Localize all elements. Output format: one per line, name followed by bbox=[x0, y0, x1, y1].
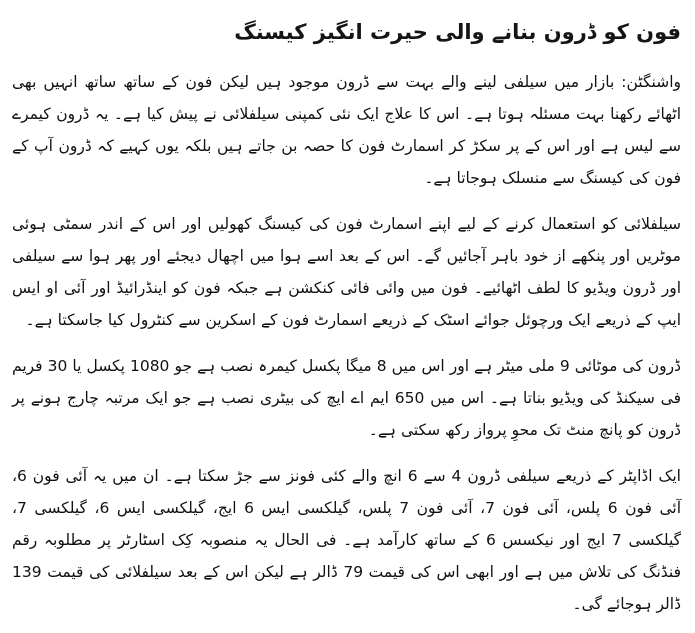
article-paragraph-usage: سیلفلائی کو استعمال کرنے کے لیے اپنے اسمارٹ فون کی کیسنگ کھولیں اور اس کے اندر سمٹی ہوئی موٹریں اور پنکھے از خود باہر آجائیں گے۔ اس کے بعد اسے ہوا میں اچھال دیجئے اور پھر ہوا سے سیلفی اور ڈرون ویڈیو کا لطف اٹھائیے۔ فون میں وائی فائی کنکشن ہے جبکہ فون کو اینڈرائیڈ اور آئی او ایس ایپ کے ذریعے ایک ورچوئل جوائے اسٹک کے ذریعے اسمارٹ فون کے اسکرین سے کنٹرول کیا جاسکتا ہے۔ bbox=[12, 215, 681, 329]
article-headline: فون کو ڈرون بنانے والی حیرت انگیز کیسنگ bbox=[234, 20, 681, 44]
article-paragraph-specs: ڈرون کی موٹائی 9 ملی میٹر ہے اور اس میں 8 میگا پکسل کیمرہ نصب ہے جو 1080 پکسل یا 30 فریم فی سیکنڈ کی ویڈیو بناتا ہے۔ اس میں 650 ایم اے ایچ کی بیٹری نصب ہے جو ایک مرتبہ چارج ہونے پر ڈرون کو پانچ منٹ تک محوِ پرواز رکھ سکتی ہے۔ bbox=[12, 357, 682, 439]
article-paragraph-intro: واشنگٹن: بازار میں سیلفی لینے والے بہت سے ڈرون موجود ہیں لیکن فون کے ساتھ ساتھ انہیں بھی اٹھائے رکھنا بہت مسئلہ ہوتا ہے۔ اس کا علاج ایک نئی کمپنی سیلفلائی نے پیش کیا ہے۔ یہ ڈرون کیمرے سے لیس ہے اور اس کے پر سکڑ کر اسمارٹ فون کا حصہ بن جاتے ہیں بلکہ یوں کہیے کہ ڈرون آپ کے فون کی کیسنگ سے منسلک ہوجاتا ہے۔ bbox=[12, 73, 681, 187]
article-paragraph-compatibility: ایک اڈاپٹر کے ذریعے سیلفی ڈرون 4 سے 6 انچ والے کئی فونز سے جڑ سکتا ہے۔ ان میں یہ آئی فون 6، آئی فون 6 پلس، آئی فون 7، آئی فون 7 پلس، گیلکسی ایس 6 ایج، گیلکسی ایس 6، گیلکسی 7، گیلکسی 7 ایج اور نیکسس 6 کے ساتھ کارآمد ہے۔ فی الحال یہ منصوبہ کِک اسٹارٹر پر مطلوبہ رقم فنڈنگ کی تلاش میں ہے اور ابھی اس کی قیمت 79 ڈالر ہے لیکن اس کے بعد سیلفلائی کی قیمت 139 ڈالر ہوجائے گی۔ bbox=[12, 467, 682, 613]
